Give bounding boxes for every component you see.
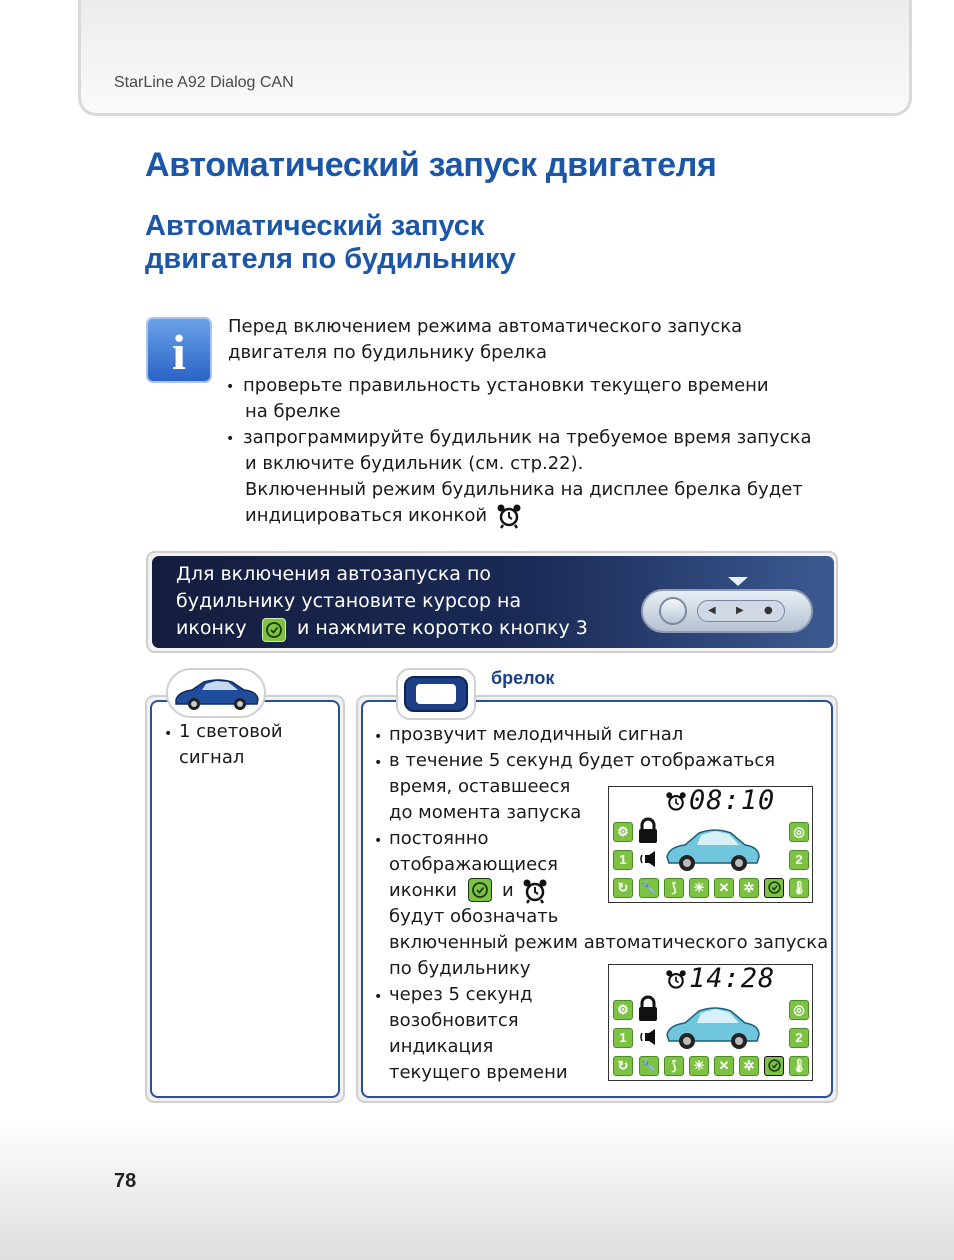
heater-icon: ⟆: [664, 1056, 684, 1076]
fob-bullet3-line2: отображающиеся: [389, 854, 558, 875]
wrench-icon: 🔧: [639, 878, 659, 898]
keyfob-small-icon: [404, 676, 468, 712]
keyfob-round-button: [659, 597, 687, 625]
cursor-arrow-icon: [728, 577, 748, 587]
fob-bullet3-line6: по будильнику: [389, 958, 531, 979]
alarm-clock-icon: [522, 878, 548, 904]
lcd-time: 08:10: [689, 785, 776, 816]
lcd-time: 14:28: [689, 963, 776, 994]
lock-icon: [635, 995, 661, 1023]
bullet-dot: •: [374, 755, 383, 771]
car-icon: [168, 670, 264, 716]
fob-bullet1: прозвучит мелодичный сигнал: [389, 724, 684, 745]
car-box-line1: 1 световой: [179, 721, 283, 742]
page-header: [78, 0, 912, 116]
intro-bullet1-line2: на брелке: [245, 401, 341, 422]
keyfob-image: [641, 589, 813, 633]
fob-bullet3-line5: включенный режим автоматического запуска: [389, 932, 829, 953]
fan-icon: ✲: [739, 1056, 759, 1076]
fob-bullet4-line3: индикация: [389, 1036, 494, 1057]
alarm-clock-icon: [665, 791, 687, 813]
intro-bullet2-line3: Включенный режим будильника на дисплее брелка будет: [245, 479, 803, 500]
lcd-display-countdown: [608, 786, 813, 903]
channel-1-icon: 1: [613, 850, 633, 870]
fob-bullet3-line3b: и: [502, 880, 514, 901]
lock-icon: [635, 817, 661, 845]
shock-sensor-icon: ◎: [789, 1000, 809, 1020]
car-badge: [166, 668, 266, 718]
siren-icon: [639, 849, 663, 869]
engine-icon: ⚙: [613, 822, 633, 842]
bullet-dot: •: [374, 989, 383, 1005]
banner-line3b: и нажмите коротко кнопку 3: [297, 617, 588, 639]
autostart-clock-icon: [764, 878, 784, 898]
intro-line1: Перед включением режима автоматического запуска: [228, 316, 743, 337]
banner-line1: Для включения автозапуска по: [176, 563, 492, 585]
intro-bullet1-line1: проверьте правильность установки текущего времени: [243, 375, 769, 396]
fob-bullet4-line4: текущего времени: [389, 1062, 568, 1083]
car-icon: [663, 821, 763, 877]
bullet-dot: •: [164, 726, 173, 742]
banner-line3a: иконку: [176, 617, 247, 639]
fob-bullet4-line2: возобновится: [389, 1010, 519, 1031]
siren-icon: [639, 1027, 663, 1047]
shock-sensor-icon: ◎: [789, 822, 809, 842]
page-footer: [0, 1118, 954, 1260]
channel-2-icon: 2: [789, 850, 809, 870]
channel-2-icon: 2: [789, 1028, 809, 1048]
wrench-icon: 🔧: [639, 1056, 659, 1076]
keyfob-buttons: ◀ ▶ ●: [697, 600, 785, 622]
fob-bullet3-line4: будут обозначать: [389, 906, 559, 927]
section-title-line2: двигателя по будильнику: [145, 243, 516, 275]
snowflake-icon: ✕: [714, 1056, 734, 1076]
snowflake-icon: ✕: [714, 878, 734, 898]
info-icon: i: [146, 317, 212, 383]
page-number: 78: [114, 1170, 137, 1192]
fob-bullet2-line1: в течение 5 секунд будет отображаться: [389, 750, 776, 771]
autostart-clock-icon: [468, 878, 492, 902]
fob-bullet3-line1: постоянно: [389, 828, 489, 849]
car-box-line2: сигнал: [179, 747, 245, 768]
section-title: [145, 210, 665, 276]
intro-bullet2-line4: индицироваться иконкой: [245, 505, 488, 526]
service-icon: ↻: [613, 1056, 633, 1076]
autostart-clock-icon: [262, 618, 286, 642]
car-icon: [663, 999, 763, 1055]
bullet-dot: •: [374, 729, 383, 745]
fan-icon: ✲: [739, 878, 759, 898]
temperature-icon: 🌡: [789, 1056, 809, 1076]
fob-bullet2-line3: до момента запуска: [389, 802, 582, 823]
fob-bullet4-line1: через 5 секунд: [389, 984, 533, 1005]
sun-icon: ☀: [689, 1056, 709, 1076]
intro-bullet2-line2: и включите будильник (см. стр.22).: [245, 453, 584, 474]
bullet-dot: •: [226, 379, 235, 395]
intro-bullet2-line1: запрограммируйте будильник на требуемое время запуска: [243, 427, 812, 448]
engine-icon: ⚙: [613, 1000, 633, 1020]
service-icon: ↻: [613, 878, 633, 898]
channel-1-icon: 1: [613, 1028, 633, 1048]
alarm-clock-icon: [496, 503, 522, 529]
page-title: Автоматический запуск двигателя: [145, 146, 717, 184]
intro-line2: двигателя по будильнику брелка: [228, 342, 548, 363]
bullet-dot: •: [374, 833, 383, 849]
heater-icon: ⟆: [664, 878, 684, 898]
lcd-display-time: [608, 964, 813, 1081]
header-title: StarLine A92 Dialog CAN: [114, 74, 294, 91]
banner-line2: будильнику установите курсор на: [176, 590, 522, 612]
fob-badge: [396, 668, 476, 720]
bullet-dot: •: [226, 431, 235, 447]
alarm-clock-icon: [665, 969, 687, 991]
section-title-line1: Автоматический запуск: [145, 210, 485, 242]
sun-icon: ☀: [689, 878, 709, 898]
temperature-icon: 🌡: [789, 878, 809, 898]
fob-bullet3-line3a: иконки: [389, 880, 457, 901]
fob-box-label: брелок: [491, 668, 555, 688]
fob-bullet2-line2: время, оставшееся: [389, 776, 571, 797]
autostart-clock-icon: [764, 1056, 784, 1076]
